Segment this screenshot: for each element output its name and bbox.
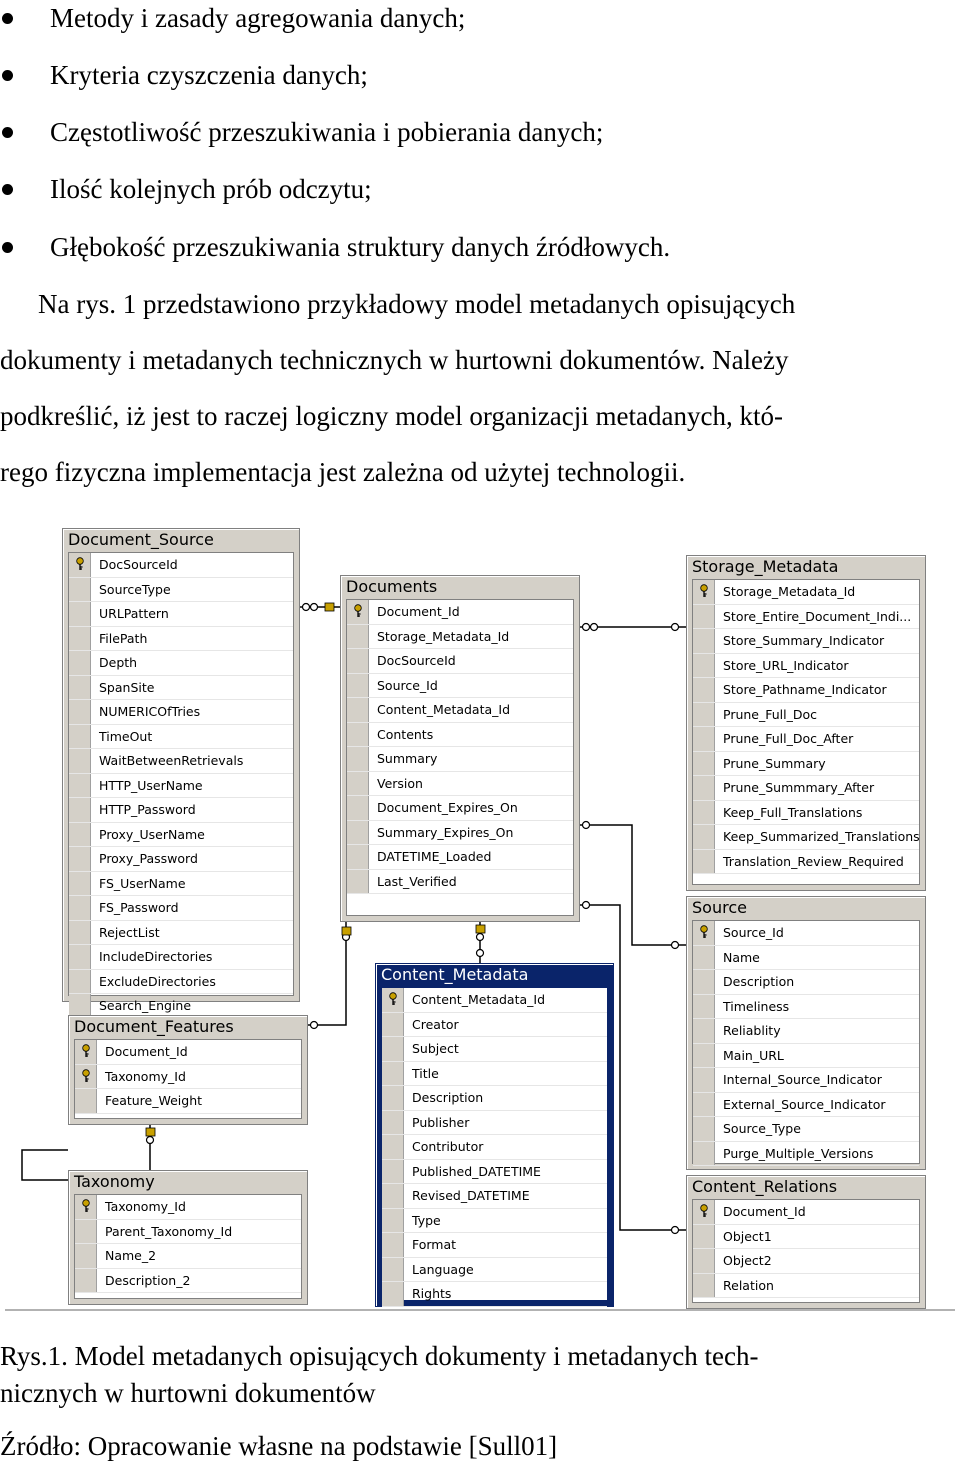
row-selector[interactable]	[347, 747, 369, 771]
table-field-row[interactable]	[693, 1249, 919, 1274]
field-name: Storage_Metadata_Id	[377, 628, 510, 644]
table-field-row[interactable]	[347, 845, 573, 870]
row-selector[interactable]	[693, 605, 715, 629]
table-field-row[interactable]	[693, 995, 919, 1020]
field-name: Description	[723, 974, 795, 989]
table-field-row[interactable]	[693, 1093, 919, 1118]
relation-end-icon	[477, 950, 484, 957]
row-selector[interactable]	[347, 796, 369, 820]
table-field-row[interactable]	[693, 801, 919, 826]
table-field-row[interactable]	[69, 823, 293, 848]
field-name: DocSourceId	[99, 557, 178, 572]
figure-caption-line-2: nicznych w hurtowni dokumentów	[0, 1378, 376, 1408]
row-selector[interactable]	[69, 896, 91, 920]
paragraph-line-2: dokumenty i metadanych technicznych w hurtowni dokumentów. Należy	[0, 345, 789, 375]
field-name: Type	[412, 1212, 441, 1228]
field-name: Source_Id	[723, 925, 784, 940]
row-selector[interactable]	[69, 725, 91, 749]
table-title: Storage_Metadata	[692, 557, 839, 576]
row-selector[interactable]	[69, 921, 91, 945]
table-field-row[interactable]	[69, 896, 293, 921]
row-selector[interactable]	[382, 1037, 404, 1061]
relation-end-icon	[672, 942, 679, 949]
table-field-row[interactable]	[69, 774, 293, 799]
bullet-dot-icon	[2, 127, 13, 138]
table-field-row[interactable]	[347, 747, 573, 772]
table-field-row[interactable]	[693, 1142, 919, 1167]
table-fields	[381, 987, 608, 1301]
field-name: SpanSite	[99, 679, 155, 695]
field-name: Contents	[377, 726, 434, 742]
field-name: DATETIME_Loaded	[377, 849, 492, 864]
table-fields	[692, 1199, 920, 1303]
paragraph-line-3: podkreślić, iż jest to raczej logiczny model organizacji metadanych, któ-	[0, 401, 783, 431]
row-selector[interactable]	[69, 749, 91, 773]
table-field-row[interactable]	[75, 1244, 301, 1269]
field-name: Document_Id	[377, 604, 460, 619]
primary-key-icon	[80, 1069, 92, 1083]
table-field-row[interactable]	[693, 1200, 919, 1225]
field-name: Object2	[723, 1253, 772, 1268]
row-selector[interactable]	[382, 1258, 404, 1282]
table-field-row[interactable]	[69, 945, 293, 970]
table-field-row[interactable]	[69, 847, 293, 872]
field-name: Content_Metadata_Id	[412, 992, 546, 1007]
field-name: URLPattern	[99, 606, 169, 621]
table-field-row[interactable]	[382, 1013, 607, 1038]
table-field-row[interactable]	[382, 1160, 607, 1185]
table-field-row[interactable]	[75, 1089, 301, 1114]
row-selector[interactable]	[69, 700, 91, 724]
table-field-row[interactable]	[69, 602, 293, 627]
row-selector[interactable]	[69, 602, 91, 626]
field-name: Relation	[723, 1277, 774, 1293]
table-title: Content_Relations	[692, 1177, 838, 1196]
row-selector[interactable]	[693, 1142, 715, 1166]
bullet-text: Metody i zasady agregowania danych;	[50, 3, 466, 33]
primary-key-icon	[698, 1204, 710, 1218]
table-field-row[interactable]	[382, 1184, 607, 1209]
table-field-row[interactable]	[69, 798, 293, 823]
table-field-row[interactable]	[347, 796, 573, 821]
field-name: Depth	[99, 655, 138, 670]
table-field-row[interactable]	[382, 1037, 607, 1062]
table-field-row[interactable]	[69, 676, 293, 701]
table-document-features[interactable]	[68, 1015, 308, 1125]
key-end-icon	[476, 925, 485, 933]
field-name: SourceType	[99, 581, 171, 597]
table-content-relations[interactable]	[686, 1175, 926, 1309]
table-field-row[interactable]	[69, 725, 293, 750]
table-field-row[interactable]	[69, 970, 293, 995]
bullet-dot-icon	[2, 184, 13, 195]
field-name: ExcludeDirectories	[99, 973, 216, 989]
row-selector[interactable]	[693, 776, 715, 800]
row-selector[interactable]	[75, 1220, 97, 1244]
relation-end-icon	[672, 1227, 679, 1234]
relation-end-icon	[311, 1022, 318, 1029]
key-end-icon	[325, 603, 334, 611]
row-selector[interactable]	[693, 970, 715, 994]
table-fields	[692, 579, 920, 885]
table-field-row[interactable]	[693, 850, 919, 875]
table-field-row[interactable]	[69, 749, 293, 774]
row-selector[interactable]	[69, 823, 91, 847]
row-selector[interactable]	[693, 727, 715, 751]
table-field-row[interactable]	[693, 629, 919, 654]
field-name: Prune_Summmary_After	[723, 780, 875, 795]
table-source[interactable]	[686, 896, 926, 1170]
row-selector[interactable]	[347, 723, 369, 747]
table-field-row[interactable]	[693, 1117, 919, 1142]
table-field-row[interactable]	[693, 921, 919, 946]
field-name: DocSourceId	[377, 653, 456, 668]
field-name: Object1	[723, 1228, 772, 1244]
field-name: Language	[412, 1261, 474, 1277]
field-name: Description	[412, 1090, 484, 1105]
primary-key-icon	[698, 584, 710, 598]
field-name: IncludeDirectories	[99, 949, 213, 964]
row-selector[interactable]	[347, 845, 369, 869]
field-name: Source_Type	[723, 1121, 801, 1136]
bullet-text: Ilość kolejnych prób odczytu;	[50, 174, 372, 204]
table-field-row[interactable]	[693, 1225, 919, 1250]
field-name: Keep_Full_Translations	[723, 804, 863, 820]
row-selector[interactable]	[382, 1209, 404, 1233]
table-field-row[interactable]	[693, 752, 919, 777]
row-selector[interactable]	[347, 821, 369, 845]
table-field-row[interactable]	[693, 776, 919, 801]
row-selector[interactable]	[347, 625, 369, 649]
field-name: Proxy_UserName	[99, 826, 205, 842]
table-field-row[interactable]	[347, 600, 573, 625]
row-selector[interactable]	[69, 798, 91, 822]
row-selector[interactable]	[382, 1233, 404, 1257]
table-field-row[interactable]	[693, 1019, 919, 1044]
field-name: Format	[412, 1237, 457, 1252]
primary-key-icon	[387, 992, 399, 1006]
row-selector[interactable]	[693, 1117, 715, 1141]
field-name: Purge_Multiple_Versions	[723, 1145, 874, 1161]
table-field-row[interactable]	[69, 651, 293, 676]
row-selector[interactable]	[69, 994, 91, 1018]
row-selector[interactable]	[693, 850, 715, 874]
table-field-row[interactable]	[69, 872, 293, 897]
field-name: Last_Verified	[377, 873, 457, 889]
table-field-row[interactable]	[693, 678, 919, 703]
field-name: Version	[377, 775, 423, 791]
row-selector[interactable]	[69, 676, 91, 700]
relation-end-icon	[583, 902, 590, 909]
row-selector[interactable]	[69, 970, 91, 994]
primary-key-icon	[698, 925, 710, 939]
table-field-row[interactable]	[347, 870, 573, 895]
relation-end-icon	[147, 1137, 154, 1144]
table-field-row[interactable]	[75, 1220, 301, 1245]
row-selector[interactable]	[347, 698, 369, 722]
relation-line	[578, 825, 686, 945]
row-selector[interactable]	[69, 945, 91, 969]
row-selector[interactable]	[693, 629, 715, 653]
row-selector[interactable]	[382, 1160, 404, 1184]
row-selector[interactable]	[693, 825, 715, 849]
field-name: HTTP_UserName	[99, 777, 203, 793]
table-content-metadata[interactable]	[375, 963, 614, 1307]
table-fields	[346, 599, 574, 916]
field-name: TimeOut	[99, 728, 153, 744]
table-fields	[74, 1194, 302, 1299]
table-field-row[interactable]	[693, 946, 919, 971]
relation-end-icon	[303, 604, 310, 611]
row-selector[interactable]	[693, 1093, 715, 1117]
table-field-row[interactable]	[69, 578, 293, 603]
table-fields	[68, 552, 294, 1013]
field-name: Revised_DATETIME	[412, 1188, 530, 1203]
field-name: Translation_Review_Required	[723, 853, 904, 869]
table-documents[interactable]	[340, 575, 580, 922]
field-name: HTTP_Password	[99, 802, 196, 817]
row-selector[interactable]	[69, 651, 91, 675]
table-field-row[interactable]	[382, 988, 607, 1013]
relation-end-icon	[477, 934, 484, 941]
table-field-row[interactable]	[693, 1068, 919, 1093]
row-selector[interactable]	[693, 1225, 715, 1249]
table-field-row[interactable]	[347, 821, 573, 846]
bullet-dot-icon	[2, 13, 13, 24]
table-field-row[interactable]	[693, 825, 919, 850]
table-field-row[interactable]	[382, 1086, 607, 1111]
row-selector[interactable]	[693, 1068, 715, 1092]
field-name: Main_URL	[723, 1047, 784, 1063]
field-name: Reliablity	[723, 1023, 781, 1038]
row-selector[interactable]	[382, 1282, 404, 1306]
table-field-row[interactable]	[382, 1209, 607, 1234]
field-name: Search_Engine	[99, 998, 192, 1013]
bullet-text: Częstotliwość przeszukiwania i pobierania danych;	[50, 117, 604, 147]
row-selector[interactable]	[347, 649, 369, 673]
bullet-dot-icon	[2, 242, 13, 253]
relation-line	[22, 1150, 68, 1180]
table-field-row[interactable]	[693, 727, 919, 752]
table-title: Content_Metadata	[381, 965, 529, 984]
row-selector[interactable]	[382, 1111, 404, 1135]
table-field-row[interactable]	[693, 605, 919, 630]
table-field-row[interactable]	[347, 698, 573, 723]
field-name: NUMERICOfTries	[99, 704, 201, 719]
field-name: Content_Metadata_Id	[377, 702, 511, 717]
field-name: Publisher	[412, 1114, 470, 1130]
row-selector[interactable]	[693, 801, 715, 825]
table-field-row[interactable]	[693, 1274, 919, 1299]
table-field-row[interactable]	[75, 1065, 301, 1090]
field-name: External_Source_Indicator	[723, 1096, 886, 1112]
table-field-row[interactable]	[382, 1135, 607, 1160]
field-name: FS_UserName	[99, 875, 186, 891]
row-selector[interactable]	[69, 578, 91, 602]
field-name: Timeliness	[723, 998, 790, 1014]
field-name: Document_Expires_On	[377, 800, 518, 815]
table-title: Document_Source	[68, 530, 214, 549]
table-field-row[interactable]	[75, 1269, 301, 1294]
table-title: Taxonomy	[74, 1172, 155, 1191]
primary-key-icon	[352, 604, 364, 618]
row-selector[interactable]	[347, 674, 369, 698]
field-name: Name	[723, 949, 760, 965]
row-selector[interactable]	[75, 1089, 97, 1113]
field-name: Taxonomy_Id	[105, 1199, 186, 1214]
table-field-row[interactable]	[693, 580, 919, 605]
field-name: FS_Password	[99, 900, 179, 915]
relation-end-icon	[583, 624, 590, 631]
table-field-row[interactable]	[75, 1195, 301, 1220]
field-name: Keep_Summarized_Translations	[723, 829, 920, 844]
field-name: Store_Pathname_Indicator	[723, 682, 887, 697]
key-end-icon	[342, 927, 351, 935]
primary-key-icon	[74, 557, 86, 571]
table-field-row[interactable]	[69, 553, 293, 578]
table-field-row[interactable]	[382, 1258, 607, 1283]
field-name: Document_Id	[105, 1044, 188, 1059]
table-field-row[interactable]	[693, 1044, 919, 1069]
paragraph-line-1: Na rys. 1 przedstawiono przykładowy model metadanych opisujących	[38, 289, 796, 319]
row-selector[interactable]	[69, 774, 91, 798]
table-field-row[interactable]	[69, 921, 293, 946]
field-name: Internal_Source_Indicator	[723, 1072, 882, 1087]
row-selector[interactable]	[75, 1244, 97, 1268]
relation-end-icon	[591, 624, 598, 631]
row-selector[interactable]	[382, 1062, 404, 1086]
table-taxonomy[interactable]	[68, 1170, 308, 1305]
field-name: WaitBetweenRetrievals	[99, 753, 244, 768]
row-selector[interactable]	[693, 752, 715, 776]
table-field-row[interactable]	[347, 625, 573, 650]
figure-caption-line-1: Rys.1. Model metadanych opisujących dokumenty i metadanych tech-	[0, 1341, 759, 1371]
field-name: Source_Id	[377, 677, 438, 693]
row-selector[interactable]	[693, 703, 715, 727]
table-field-row[interactable]	[69, 700, 293, 725]
field-name: Summary_Expires_On	[377, 824, 514, 840]
key-end-icon	[146, 1128, 155, 1136]
er-diagram	[0, 525, 960, 1320]
primary-key-icon	[80, 1199, 92, 1213]
field-name: Document_Id	[723, 1204, 806, 1219]
row-selector[interactable]	[693, 995, 715, 1019]
field-name: Prune_Full_Doc_After	[723, 731, 854, 746]
field-name: FilePath	[99, 630, 148, 646]
table-field-row[interactable]	[347, 649, 573, 674]
row-selector[interactable]	[693, 1044, 715, 1068]
row-selector[interactable]	[693, 1249, 715, 1273]
table-field-row[interactable]	[693, 970, 919, 995]
field-name: Description_2	[105, 1272, 191, 1288]
relation-end-icon	[311, 604, 318, 611]
paragraph-line-4: rego fizyczna implementacja jest zależna od użytej technologii.	[0, 457, 686, 487]
field-name: Prune_Summary	[723, 755, 826, 771]
row-selector[interactable]	[382, 1086, 404, 1110]
table-field-row[interactable]	[347, 772, 573, 797]
row-selector[interactable]	[693, 654, 715, 678]
relation-end-icon	[672, 624, 679, 631]
field-name: RejectList	[99, 924, 160, 940]
table-fields	[692, 920, 920, 1164]
row-selector[interactable]	[69, 847, 91, 871]
row-selector[interactable]	[693, 678, 715, 702]
table-field-row[interactable]	[347, 674, 573, 699]
table-field-row[interactable]	[347, 723, 573, 748]
relation-line	[306, 920, 346, 1025]
field-name: Rights	[412, 1286, 452, 1301]
table-title: Source	[692, 898, 747, 917]
row-selector[interactable]	[382, 1013, 404, 1037]
field-name: Storage_Metadata_Id	[723, 584, 856, 599]
relation-end-icon	[583, 822, 590, 829]
table-field-row[interactable]	[382, 1111, 607, 1136]
table-field-row[interactable]	[382, 1062, 607, 1087]
figure-source: Źródło: Opracowanie własne na podstawie [Sull01]	[0, 1431, 558, 1461]
table-field-row[interactable]	[382, 1233, 607, 1258]
field-name: Store_URL_Indicator	[723, 657, 849, 673]
field-name: Creator	[412, 1016, 459, 1032]
row-selector[interactable]	[693, 946, 715, 970]
row-selector[interactable]	[382, 1135, 404, 1159]
primary-key-icon	[80, 1044, 92, 1058]
table-field-row[interactable]	[693, 654, 919, 679]
table-field-row[interactable]	[693, 703, 919, 728]
row-selector[interactable]	[347, 772, 369, 796]
table-field-row[interactable]	[69, 627, 293, 652]
bullet-text: Głębokość przeszukiwania struktury danych źródłowych.	[50, 232, 671, 262]
field-name: Store_Summary_Indicator	[723, 633, 885, 648]
field-name: Published_DATETIME	[412, 1163, 541, 1179]
bullet-dot-icon	[2, 70, 13, 81]
table-title: Documents	[346, 577, 438, 596]
row-selector[interactable]	[69, 627, 91, 651]
table-field-row[interactable]	[382, 1282, 607, 1307]
field-name: Contributor	[412, 1139, 484, 1154]
field-name: Parent_Taxonomy_Id	[105, 1223, 233, 1239]
row-selector[interactable]	[693, 1274, 715, 1298]
table-field-row[interactable]	[75, 1040, 301, 1065]
field-name: Proxy_Password	[99, 851, 198, 866]
table-document-source[interactable]	[62, 528, 300, 1013]
table-fields	[74, 1039, 302, 1119]
row-selector[interactable]	[75, 1269, 97, 1293]
row-selector[interactable]	[382, 1184, 404, 1208]
field-name: Name_2	[105, 1248, 157, 1263]
row-selector[interactable]	[69, 872, 91, 896]
field-name: Title	[412, 1065, 439, 1081]
bullet-text: Kryteria czyszczenia danych;	[50, 60, 368, 90]
field-name: Store_Entire_Document_Indi...	[723, 608, 912, 624]
row-selector[interactable]	[347, 870, 369, 894]
table-storage-metadata[interactable]	[686, 555, 926, 891]
field-name: Prune_Full_Doc	[723, 706, 818, 722]
field-name: Feature_Weight	[105, 1093, 203, 1108]
field-name: Subject	[412, 1041, 459, 1056]
field-name: Taxonomy_Id	[105, 1068, 186, 1084]
table-title: Document_Features	[74, 1017, 234, 1036]
row-selector[interactable]	[693, 1019, 715, 1043]
field-name: Summary	[377, 751, 438, 766]
